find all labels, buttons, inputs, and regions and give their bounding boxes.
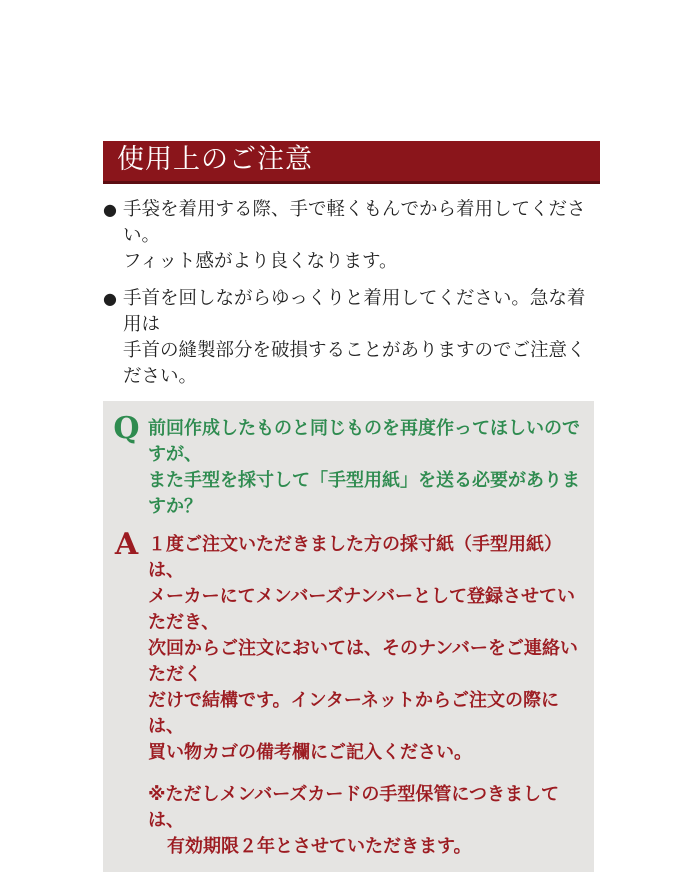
answer-note [148, 782, 582, 860]
answer-line: 買い物カゴの備考欄にご記入ください。 [148, 742, 472, 763]
precaution-list [103, 197, 600, 390]
answer-line: 次回からご注文においては、そのナンバーをご連絡いただく [148, 638, 578, 685]
question-label: Q [113, 411, 140, 446]
answer-line: メーカーにてメンバーズナンバーとして登録させていただき、 [148, 586, 575, 633]
question-row [113, 413, 582, 520]
precaution-line: フィット感がより良くなります。 [123, 251, 398, 272]
list-item [103, 197, 600, 275]
precaution-line: 手首の縫製部分を破損することがありますのでご注意ください。 [123, 340, 586, 387]
precaution-text [123, 197, 600, 275]
note-line: ※ただしメンバーズカードの手型保管につきましては、 [148, 784, 559, 831]
notice-section [103, 141, 600, 872]
answer-row [113, 529, 582, 766]
question-text [148, 413, 582, 520]
question-line: また手型を採寸して「手型用紙」を送る必要がありますか？ [148, 470, 580, 517]
list-item [103, 286, 600, 390]
notice-header-bar [103, 141, 600, 184]
precaution-text [123, 286, 600, 390]
answer-line: だけで結構です。インターネットからご注文の際には、 [148, 690, 559, 737]
question-line: 前回作成したものと同じものを再度作ってほしいのですが、 [148, 418, 580, 465]
notice-title: 使用上のご注意 [117, 144, 313, 175]
answer-line: １度ご注文いただきました方の採寸紙（手型用紙）は、 [148, 534, 562, 581]
precaution-line: 手袋を着用する際、手で軽くもんでから着用してください。 [123, 199, 586, 246]
answer-text [148, 529, 582, 766]
answer-label: A [114, 527, 139, 562]
note-line: 有効期限２年とさせていただきます。 [167, 836, 472, 857]
bullet-icon: ● [103, 200, 117, 219]
qa-panel [103, 401, 594, 872]
bullet-icon: ● [103, 289, 117, 308]
precaution-line: 手首を回しながらゆっくりと着用してください。急な着用は [123, 288, 586, 335]
